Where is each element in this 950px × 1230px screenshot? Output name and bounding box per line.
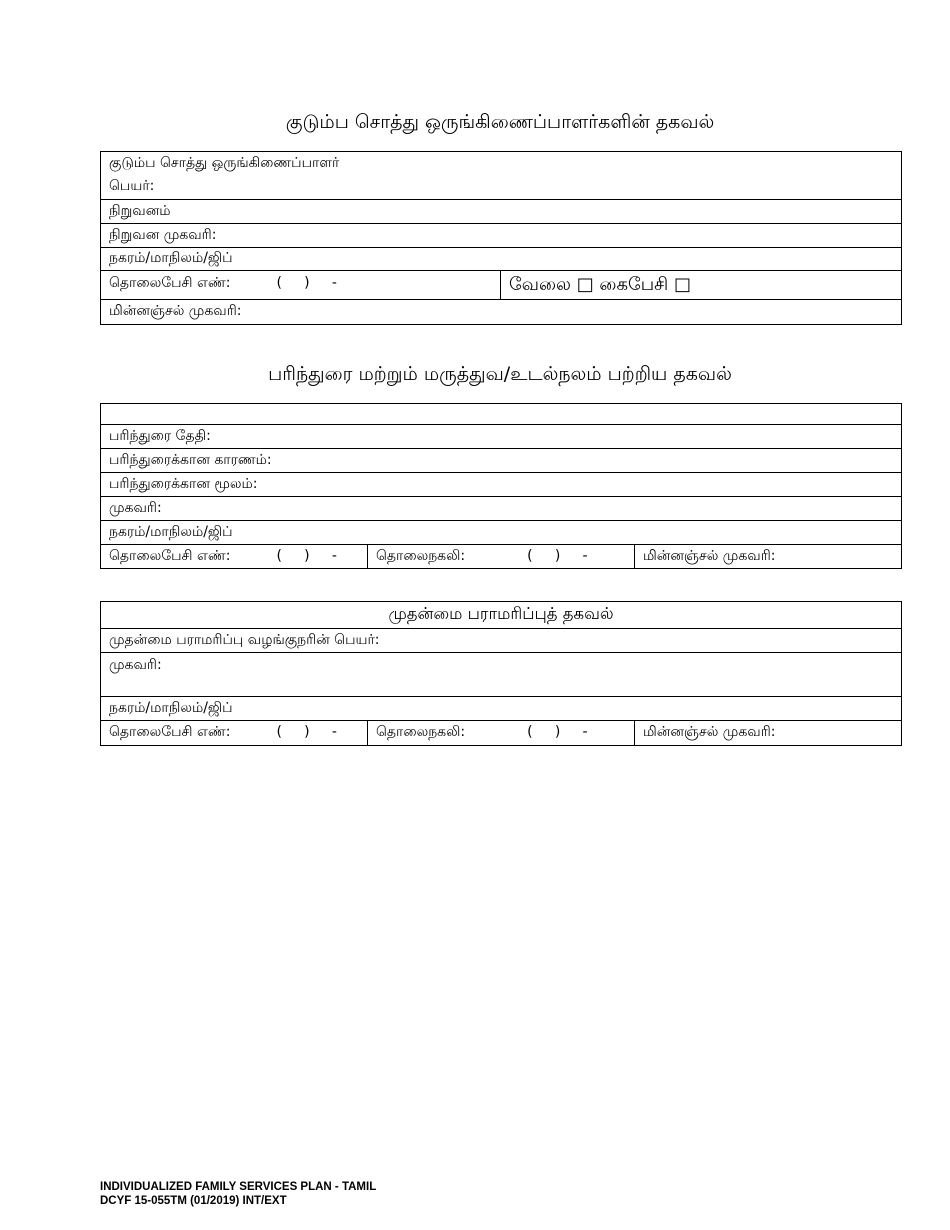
referral-date-label: பரிந்துரை தேதி: [109,428,211,444]
blank-row[interactable] [101,404,902,425]
city-state-zip-field[interactable] [101,248,902,271]
referral-source-label: பரிந்துரைக்கான மூலம்: [109,476,258,492]
address-label: முகவரி: [109,657,162,673]
email-field[interactable] [635,545,902,569]
address-field[interactable] [101,497,902,521]
provider-name-label: முதன்மை பராமரிப்பு வழங்குநரின் பெயர்: [109,632,380,648]
phone-field[interactable] [101,721,368,746]
email-field[interactable] [635,721,902,746]
city-state-zip-label: நகரம்/மாநிலம்/ஜிப் [109,524,233,540]
coordinator-name-field[interactable] [101,152,902,200]
phone-label: தொலைபேசி எண்: [109,724,231,740]
provider-name-field[interactable] [101,629,902,653]
referral-reason-field[interactable] [101,449,902,473]
phone-field[interactable] [101,545,368,569]
city-state-zip-field[interactable] [101,521,902,545]
organization-label: நிறுவனம் [109,203,171,219]
section-title-primary-care: முதன்மை பராமரிப்புத் தகவல் [101,602,902,629]
email-field[interactable] [101,300,902,325]
address-field[interactable] [101,653,902,697]
phone-type-options[interactable]: வேலை □ கைபேசி □ [509,273,691,295]
phone-label: தொலைபேசி எண்: [109,275,231,291]
organization-address-field[interactable] [101,224,902,248]
city-state-zip-label: நகரம்/மாநிலம்/ஜிப் [109,700,233,716]
fax-label: தொலைநகலி: [376,548,466,564]
fax-label: தொலைநகலி: [376,724,466,740]
address-label: முகவரி: [109,500,162,516]
fax-field[interactable] [368,721,635,746]
phone-label: தொலைபேசி எண்: [109,548,231,564]
phone-placeholder: ( ) - [276,724,337,740]
fax-placeholder: ( ) - [527,548,588,564]
referral-medical-table [100,403,902,569]
coordinator-name-label: குடும்ப சொத்து ஒருங்கிணைப்பாளர் [109,155,340,171]
email-label: மின்னஞ்சல் முகவரி: [643,724,776,740]
referral-date-field[interactable] [101,425,902,449]
primary-care-table [100,601,902,746]
resource-coordinator-table [100,151,902,325]
coordinator-name-label-2: பெயர்: [109,178,155,194]
section-title-referral-medical: பரிந்துரை மற்றும் மருத்துவ/உடல்நலம் பற்றிய தகவல் [268,363,732,385]
organization-address-label: நிறுவன முகவரி: [109,227,217,243]
phone-field[interactable] [101,271,501,300]
referral-source-field[interactable] [101,473,902,497]
organization-field[interactable] [101,200,902,224]
footer-form-title: INDIVIDUALIZED FAMILY SERVICES PLAN - TAMIL [100,1181,377,1193]
referral-reason-label: பரிந்துரைக்கான காரணம்: [109,452,272,468]
section-title-resource-coordinator: குடும்ப சொத்து ஒருங்கிணைப்பாளர்களின் தகவல் [285,111,715,133]
phone-placeholder: ( ) - [276,548,337,564]
city-state-zip-label: நகரம்/மாநிலம்/ஜிப் [109,250,233,266]
footer-form-number: DCYF 15-055TM (01/2019) INT/EXT [100,1195,287,1207]
phone-type-field[interactable] [501,271,902,300]
email-label: மின்னஞ்சல் முகவரி: [643,548,776,564]
email-label: மின்னஞ்சல் முகவரி: [109,303,242,319]
fax-field[interactable] [368,545,635,569]
city-state-zip-field[interactable] [101,697,902,721]
phone-placeholder: ( ) - [276,275,337,291]
fax-placeholder: ( ) - [527,724,588,740]
